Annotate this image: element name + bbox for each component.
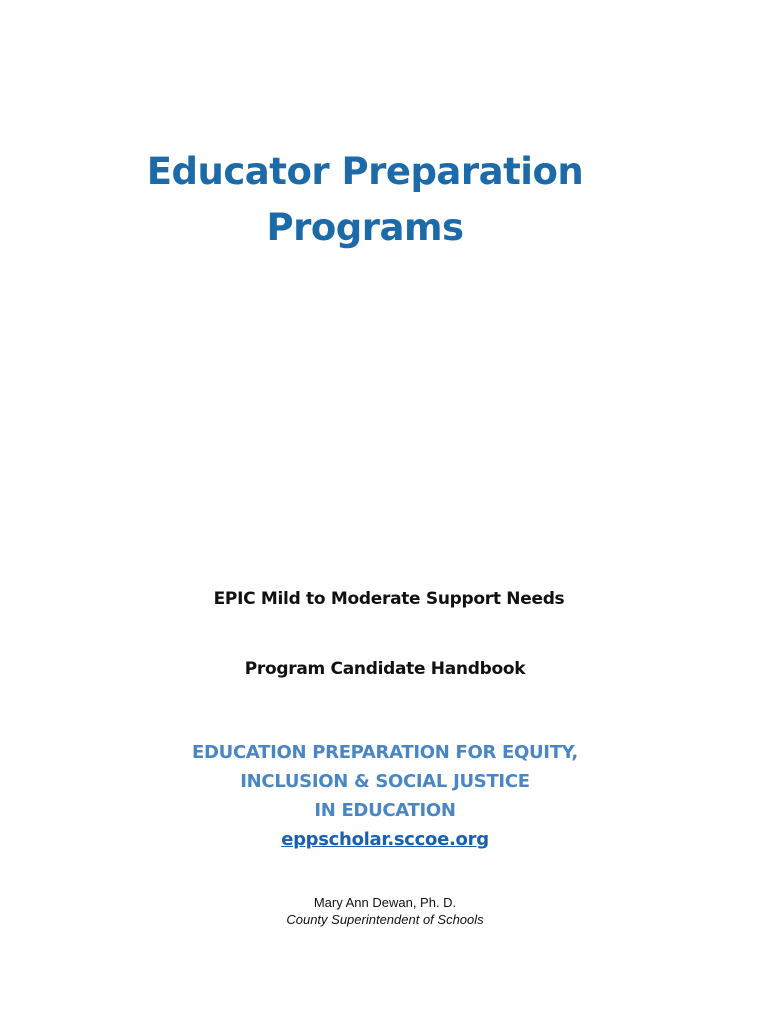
- mission-line-3: IN EDUCATION: [314, 800, 456, 821]
- mission-line-2: INCLUSION & SOCIAL JUSTICE: [240, 771, 530, 792]
- mission-statement: [0, 738, 770, 854]
- page-title: [140, 144, 590, 256]
- document-type: Program Candidate Handbook: [244, 659, 526, 679]
- program-name: EPIC Mild to Moderate Support Needs: [213, 589, 565, 609]
- website-link-row: [0, 825, 770, 854]
- website-link[interactable]: eppscholar.sccoe.org: [281, 829, 489, 850]
- author-name: Mary Ann Dewan, Ph. D.: [313, 895, 457, 910]
- author-block: [0, 894, 770, 928]
- title-line-2: Programs: [266, 206, 464, 249]
- title-line-1: Educator Preparation: [146, 150, 584, 193]
- mission-line-1: EDUCATION PREPARATION FOR EQUITY,: [192, 742, 578, 763]
- author-role: County Superintendent of Schools: [286, 912, 484, 927]
